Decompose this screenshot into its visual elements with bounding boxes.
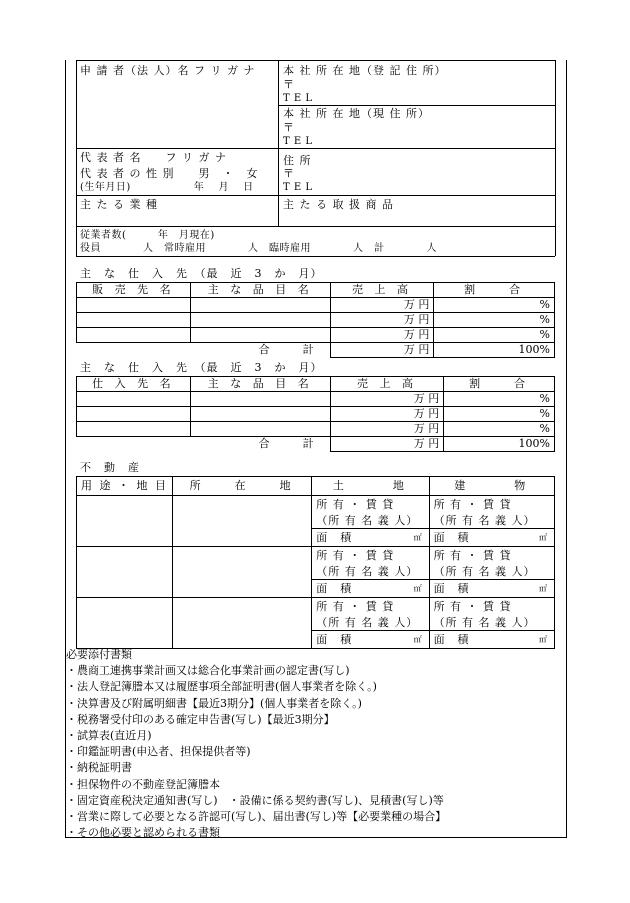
list-item: ・担保物件の不動産登記簿謄本 — [66, 777, 220, 791]
owner-label: （所 有 名 義 人） — [433, 565, 536, 578]
building-cell — [429, 598, 554, 649]
rule — [555, 60, 556, 256]
list-item: ・試算表(直近月) — [66, 729, 152, 743]
postal-mark: 〒 — [283, 78, 295, 91]
employees-label: 従業者数( 年 月現在) — [80, 230, 215, 241]
list-item: ・営業に際して必要となる許認可(写し)、届出書(写し)等【必要業種の場合】 — [66, 810, 447, 824]
own-lease-label: 所 有 ・ 賃 貸 — [316, 498, 395, 511]
header-sales-amount: 売 上 高 — [330, 377, 444, 392]
main-products-label: 主 た る 取 扱 商 品 — [283, 198, 394, 211]
table-row — [77, 407, 555, 422]
unit-cell: 万 円 — [330, 422, 444, 437]
total-pct: 100% — [434, 343, 555, 358]
required-documents — [66, 647, 446, 841]
purchases-table — [76, 376, 555, 452]
unit-cell: 万 円 — [330, 298, 434, 313]
table-row — [77, 422, 555, 437]
area-label: 面 積 — [316, 633, 353, 646]
rule — [278, 105, 555, 106]
table-header-row — [77, 477, 555, 496]
owner-label: （所 有 名 義 人） — [316, 514, 419, 527]
tel-label: T E L — [283, 182, 313, 193]
table-header-row — [77, 377, 555, 392]
owner-label: （所 有 名 義 人） — [316, 565, 419, 578]
total-label: 合 計 — [190, 437, 330, 452]
business-type-label: 主 た る 業 種 — [80, 198, 158, 211]
unit-cell: 万 円 — [330, 343, 434, 358]
rule — [76, 148, 555, 149]
header-ratio: 割 合 — [434, 283, 555, 298]
rule — [278, 60, 279, 227]
representative-birth-label: (生年月日) 年 月 日 — [80, 182, 254, 193]
list-item: ・決算書及び附属明細書【最近3期分】(個人事業者を除く。) — [66, 696, 362, 710]
header-item-name: 主 な 品 目 名 — [190, 283, 330, 298]
header-usage: 用 途 ・ 地 目 — [77, 477, 173, 496]
own-lease-label: 所 有 ・ 賃 貸 — [316, 600, 395, 613]
documents-title: 必要添付書類 — [66, 648, 132, 661]
list-item: ・税務署受付印のある確定申告書(写し)【最近3期分】 — [66, 712, 335, 726]
list-item: ・その他必要と認められる書類 — [66, 826, 220, 840]
table-row — [77, 547, 555, 598]
pct-cell: % — [444, 422, 555, 437]
pct-cell: % — [444, 392, 555, 407]
rule — [76, 256, 555, 257]
building-cell — [429, 547, 554, 598]
total-pct: 100% — [444, 437, 555, 452]
unit-cell: 万 円 — [330, 328, 434, 343]
pct-cell: % — [444, 407, 555, 422]
header-building: 建 物 — [429, 477, 554, 496]
table-total-row — [77, 343, 555, 358]
tel-label: T E L — [283, 93, 313, 104]
unit-cell: 万 円 — [330, 392, 444, 407]
rule — [76, 60, 555, 61]
table-row — [77, 313, 555, 328]
header-land: 土 地 — [312, 477, 429, 496]
unit-cell: 万 円 — [330, 313, 434, 328]
owner-label: （所 有 名 義 人） — [433, 514, 536, 527]
table-total-row — [77, 437, 555, 452]
list-item: ・法人登記簿謄本又は履歴事項全部証明書(個人事業者を除く。) — [66, 680, 377, 694]
sqm-unit: ㎡ — [539, 584, 548, 593]
postal-mark: 〒 — [283, 121, 295, 134]
owner-label: （所 有 名 義 人） — [316, 616, 419, 629]
building-cell — [429, 496, 554, 547]
own-lease-label: 所 有 ・ 賃 貸 — [433, 600, 512, 613]
pct-cell: % — [434, 298, 555, 313]
list-item: ・印鑑証明書(申込者、担保提供者等) — [66, 745, 251, 759]
area-label: 面 積 — [433, 582, 470, 595]
hq-registered-label: 本 社 所 在 地（登 記 住 所） — [283, 64, 447, 77]
land-cell — [312, 547, 429, 598]
postal-mark: 〒 — [283, 167, 295, 180]
own-lease-label: 所 有 ・ 賃 貸 — [433, 549, 512, 562]
header-supplier-name: 仕 入 先 名 — [77, 377, 191, 392]
sqm-unit: ㎡ — [413, 635, 423, 644]
sqm-unit: ㎡ — [539, 533, 548, 542]
table-header-row — [77, 283, 555, 298]
sqm-unit: ㎡ — [539, 635, 548, 644]
tel-label: T E L — [283, 136, 313, 147]
realestate-table — [76, 476, 555, 649]
area-label: 面 積 — [316, 531, 353, 544]
table-row — [77, 328, 555, 343]
header-location: 所 在 地 — [173, 477, 312, 496]
sqm-unit: ㎡ — [413, 533, 423, 542]
area-label: 面 積 — [433, 633, 470, 646]
rule — [76, 226, 555, 227]
rule — [76, 195, 555, 196]
header-customer-name: 販 売 先 名 — [77, 283, 191, 298]
representative-gender-label: 代 表 者 の 性 別 男 ・ 女 — [80, 167, 259, 180]
table-row — [77, 392, 555, 407]
pct-cell: % — [434, 313, 555, 328]
employees-row: 役員 人 常時雇用 人 臨時雇用 人 計 人 — [80, 243, 437, 254]
list-item: ・固定資産税決定通知書(写し) ・設備に係る契約書(写し)、見積書(写し)等 — [66, 793, 444, 807]
table-row — [77, 298, 555, 313]
sales-table — [76, 282, 555, 358]
hq-current-label: 本 社 所 在 地（現 住 所） — [283, 107, 430, 120]
list-item: ・納税証明書 — [66, 761, 132, 775]
representative-label: 代 表 者 名 フ リ ガ ナ — [80, 151, 227, 164]
total-label: 合 計 — [190, 343, 330, 358]
list-item: ・農商工連携事業計画又は総合化事業計画の認定書(写し) — [66, 664, 350, 678]
area-label: 面 積 — [316, 582, 353, 595]
realestate-section-title: 不 動 産 — [80, 461, 140, 474]
address-label: 住 所 — [283, 154, 312, 167]
owner-label: （所 有 名 義 人） — [433, 616, 536, 629]
pct-cell: % — [434, 328, 555, 343]
sales-section-title: 主 な 仕 入 先 （最 近 3 か 月） — [80, 267, 323, 280]
area-label: 面 積 — [433, 531, 470, 544]
header-sales-amount: 売 上 高 — [330, 283, 434, 298]
land-cell — [312, 598, 429, 649]
sqm-unit: ㎡ — [413, 584, 423, 593]
purchases-section-title: 主 な 仕 入 先 （最 近 3 か 月） — [80, 361, 323, 374]
unit-cell: 万 円 — [330, 407, 444, 422]
own-lease-label: 所 有 ・ 賃 貸 — [316, 549, 395, 562]
header-item-name: 主 な 品 目 名 — [190, 377, 330, 392]
table-row — [77, 496, 555, 547]
land-cell — [312, 496, 429, 547]
table-row — [77, 598, 555, 649]
header-ratio: 割 合 — [444, 377, 555, 392]
own-lease-label: 所 有 ・ 賃 貸 — [433, 498, 512, 511]
applicant-name-label: 申 請 者（法 人）名 フ リ ガ ナ — [80, 64, 256, 77]
unit-cell: 万 円 — [330, 437, 444, 452]
